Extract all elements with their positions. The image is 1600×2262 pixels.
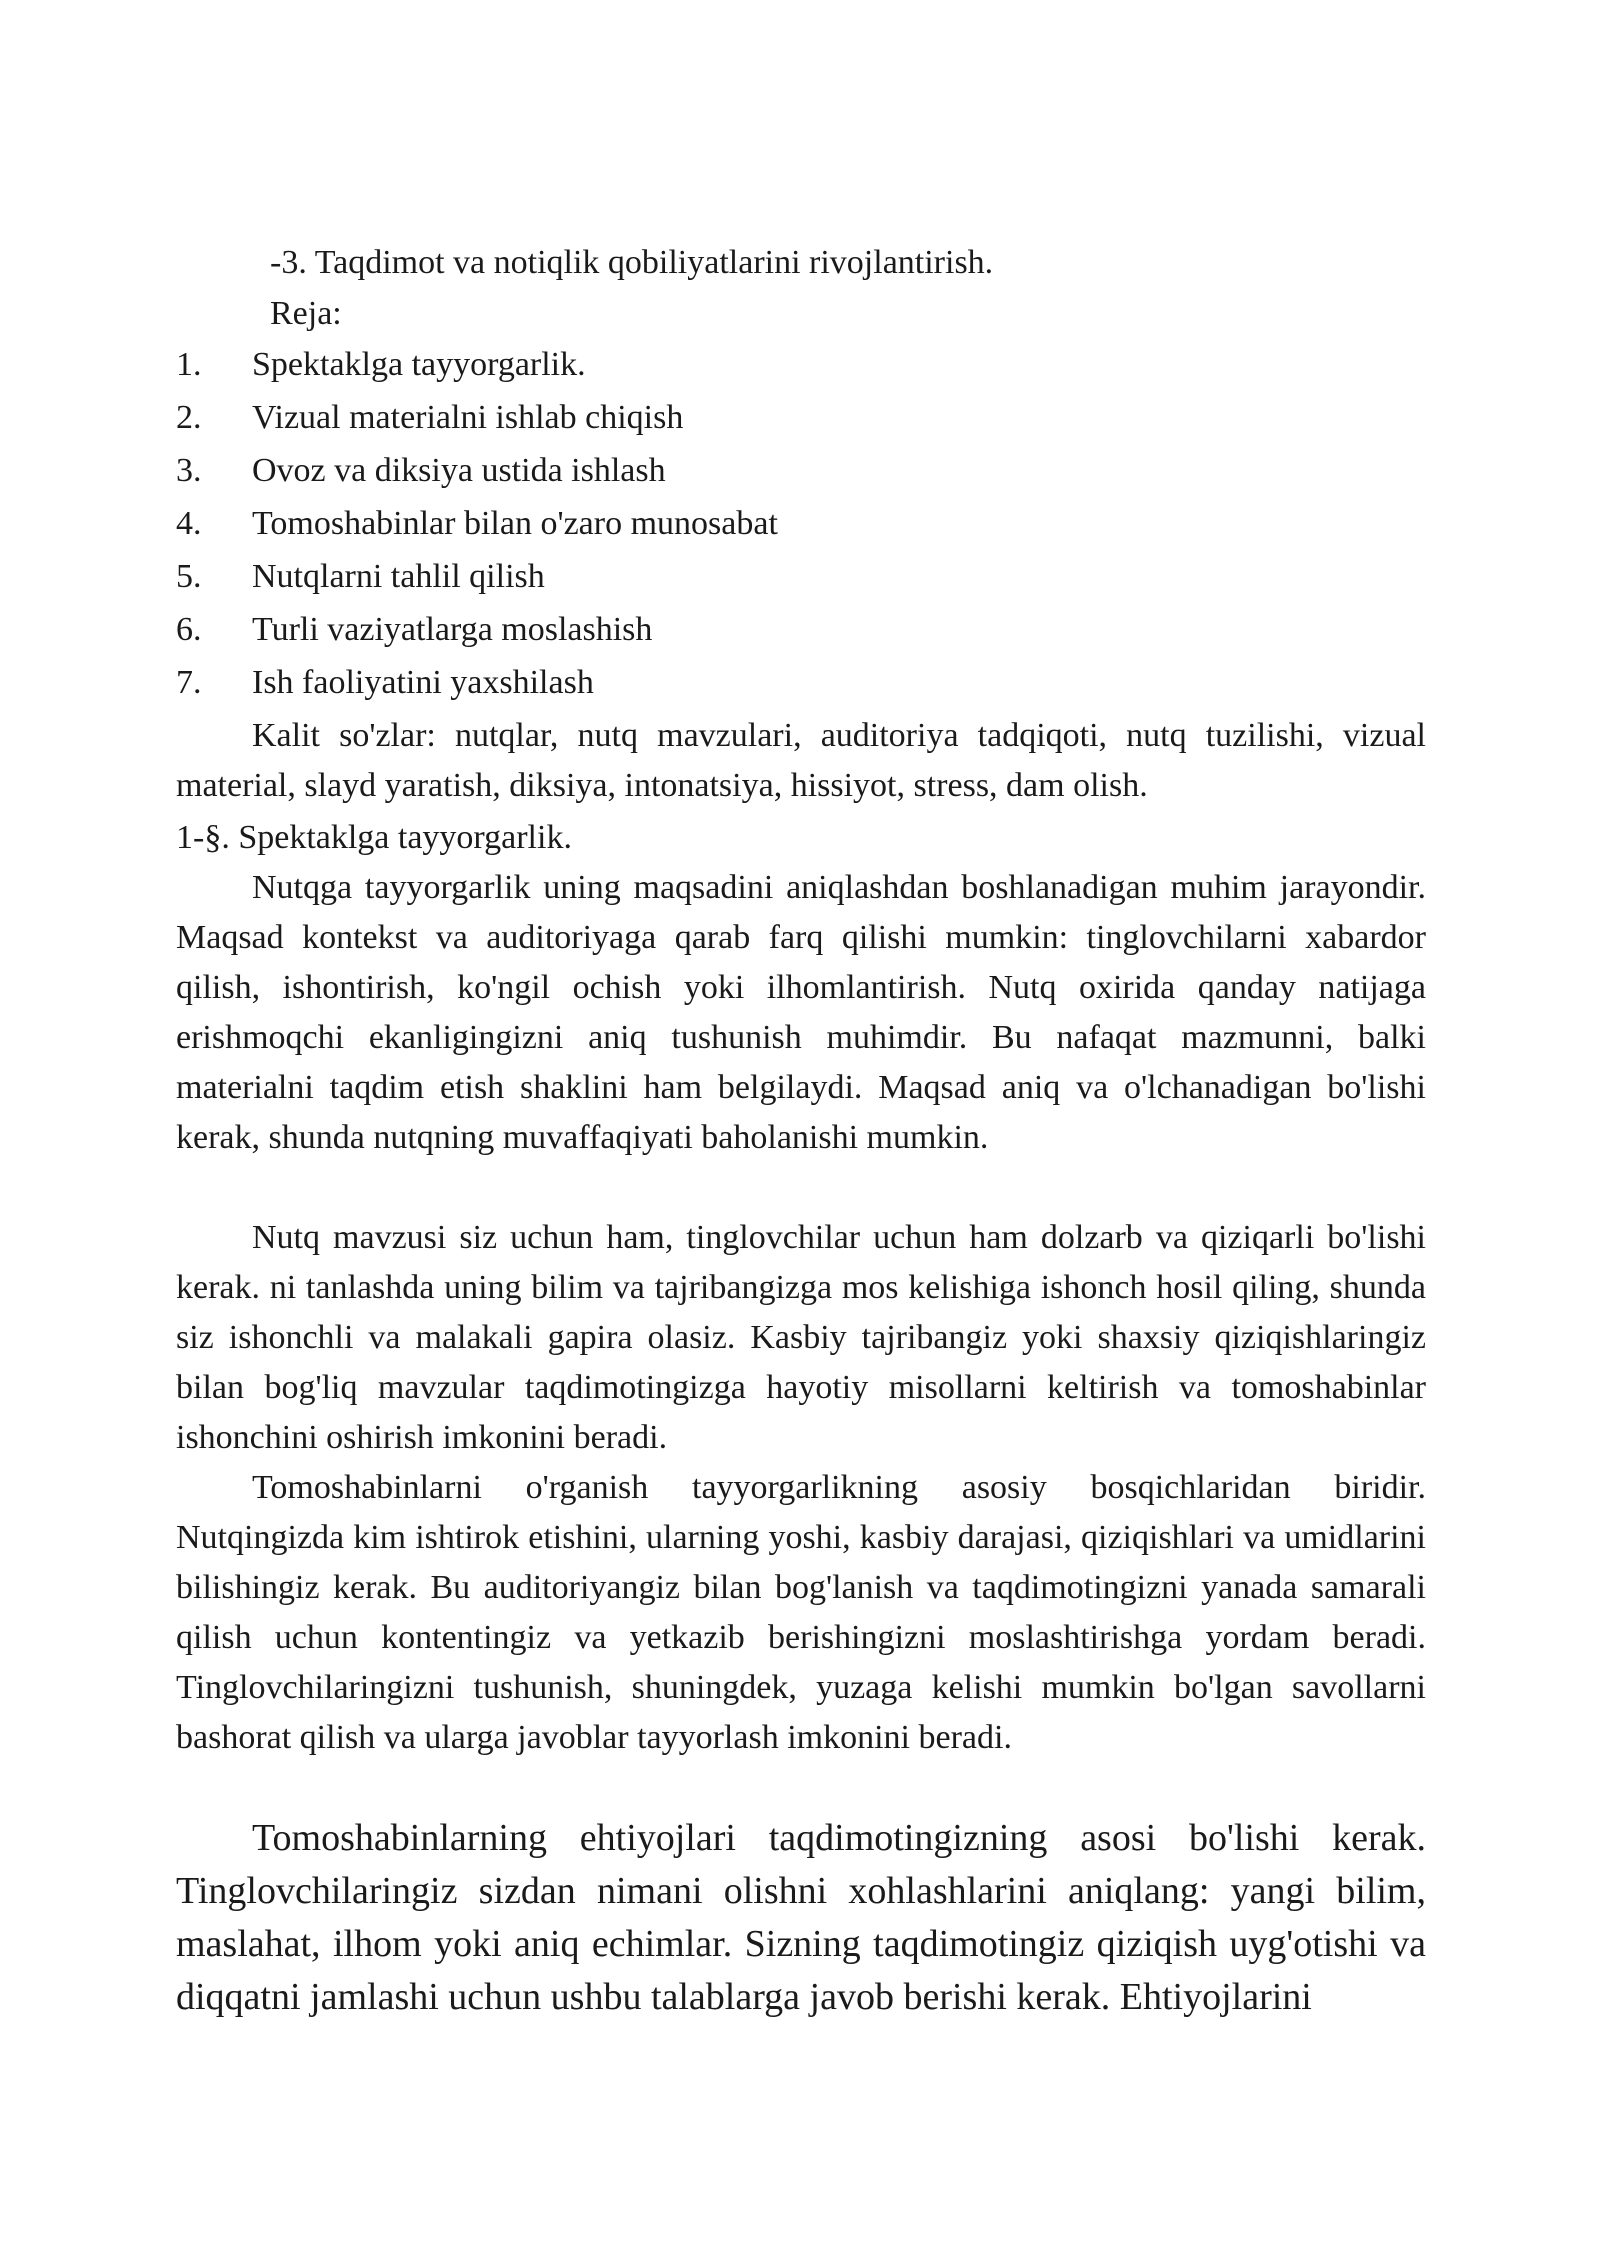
plan-item-text: Ovoz va diksiya ustida ishlash: [252, 452, 666, 489]
body-paragraph: Nutqga tayyorgarlik uning maqsadini aniqlashdan boshlanadigan muhim jarayondir. Maqsad kontekst va auditoriyaga qarab farq qilishi mumkin: tinglovchilarni xabardor qilish, ishontirish, ko'ngil ochish yoki ilhomlantirish. Nutq oxirida qanday natijaga erishmoqchi ekanligingizni aniq tushunish muhimdir. Bu nafaqat mazmunni, balki materialni taqdim etish shaklini ham belgilaydi. Maqsad aniq va o'lchanadigan bo'lishi kerak, shunda nutqning muvaffaqiyati baholanishi mumkin.: [176, 869, 1426, 1156]
body-paragraph: Nutq mavzusi siz uchun ham, tinglovchilar uchun ham dolzarb va qiziqarli bo'lishi kerak. ni tanlashda uning bilim va tajribangizga mos kelishiga ishonch hosil qiling, shunda siz ishonchli va malakali gapira olasiz. Kasbiy tajribangiz yoki shaxsiy qiziqishlaringiz bilan bog'liq mavzular taqdimotingizga hayotiy misollarni keltirish va tomoshabinlar ishonchini oshirish imkonini beradi.: [176, 1219, 1426, 1456]
plan-item-number: 7.: [176, 664, 202, 701]
plan-item-text: Tomoshabinlar bilan o'zaro munosabat: [252, 505, 778, 542]
plan-item-number: 1.: [176, 346, 202, 383]
plan-item-number: 5.: [176, 558, 202, 595]
plan-item-number: 4.: [176, 505, 202, 542]
plan-item-text: Vizual materialni ishlab chiqish: [252, 399, 684, 436]
plan-item-number: 3.: [176, 452, 202, 489]
plan-item-text: Nutqlarni tahlil qilish: [252, 558, 545, 595]
plan-item-text: Ish faoliyatini yaxshilash: [252, 664, 594, 701]
plan-label: Reja:: [270, 295, 342, 332]
body-paragraph: Tomoshabinlarni o'rganish tayyorgarlikning asosiy bosqichlaridan biridir. Nutqingizda kim ishtirok etishini, ularning yoshi, kasbiy darajasi, qiziqishlari va umidlarini bilishingiz kerak. Bu auditoriyangiz bilan bog'lanish va taqdimotingizni yanada samarali qilish uchun kontentingiz va yetkazib berishingizni moslashtirishga yordam beradi. Tinglovchilaringizni tushunish, shuningdek, yuzaga kelishi mumkin bo'lgan savollarni bashorat qilish va ularga javoblar tayyorlash imkonini beradi.: [176, 1469, 1426, 1756]
plan-item-text: Spektaklga tayyorgarlik.: [252, 346, 586, 383]
document-heading: -3. Taqdimot va notiqlik qobiliyatlarini rivojlantirish.: [270, 244, 994, 281]
plan-item-text: Turli vaziyatlarga moslashish: [252, 611, 653, 648]
plan-item-number: 6.: [176, 611, 202, 648]
section-title: 1-§. Spektaklga tayyorgarlik.: [176, 819, 572, 856]
body-paragraph: Tomoshabinlarning ehtiyojlari taqdimotingizning asosi bo'lishi kerak. Tinglovchilaringiz sizdan nimani olishni xohlashlarini aniqlang: yangi bilim, maslahat, ilhom yoki aniq echimlar. Sizning taqdimotingiz qiziqish uyg'otishi va diqqatni jamlashi uchun ushbu talablarga javob berishi kerak. Ehtiyojlarini: [176, 1817, 1426, 2018]
plan-item-number: 2.: [176, 399, 202, 436]
keywords-paragraph: Kalit so'zlar: nutqlar, nutq mavzulari, auditoriya tadqiqoti, nutq tuzilishi, vizual material, slayd yaratish, diksiya, intonatsiya, hissiyot, stress, dam olish.: [176, 717, 1426, 804]
